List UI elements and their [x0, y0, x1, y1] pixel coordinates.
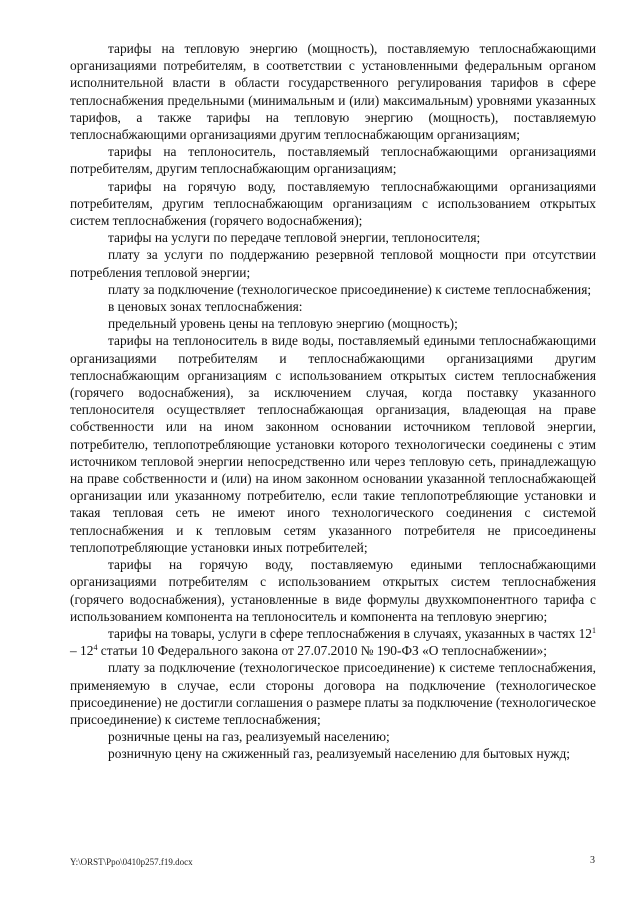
goods-text-part1: тарифы на товары, услуги в сфере теплоснабжения в случаях, указанных в частях 12	[108, 625, 592, 641]
paragraph: тарифы на тепловую энергию (мощность), поставляемую теплоснабжающими организациями потребителям, в соответствии с установленными федеральным органом исполнительной власти в области государственного регулирования тарифов в сфере теплоснабжения предельными (минимальным и (или) максимальным) уровнями указанных тарифов, а также тарифы на тепловую энергию (мощность), поставляемую теплоснабжающими организациями другим теплоснабжающим организациям;	[70, 41, 596, 143]
superscript: 4	[93, 643, 98, 653]
page-number: 3	[590, 855, 595, 866]
paragraph: в ценовых зонах теплоснабжения:	[108, 299, 303, 315]
paragraph: плату за подключение (технологическое присоединение) к системе теплоснабжения, применяемую в случае, если стороны договора на подключение (технологическое присоединение) не достигли соглашения о размере платы за подключение (технологическое присоединение) к системе теплоснабжения;	[70, 660, 596, 727]
superscript: 1	[592, 625, 596, 635]
goods-text-part2: – 12	[70, 643, 94, 659]
paragraph: плату за услуги по поддержанию резервной тепловой мощности при отсутствии потребления тепловой энергии;	[70, 247, 596, 280]
paragraph: розничную цену на сжиженный газ, реализуемый населению для бытовых нужд;	[108, 746, 571, 762]
document-body	[70, 40, 596, 763]
paragraph: розничные цены на газ, реализуемый населению;	[108, 729, 390, 745]
paragraph-goods-services	[70, 625, 596, 659]
goods-text-part3: статьи 10 Федерального закона от 27.07.2010 № 190-ФЗ «О теплоснабжении»;	[97, 643, 547, 659]
footer-file-path: Y:\ORST\Ppo\0410p257.f19.docx	[70, 857, 193, 867]
paragraph: тарифы на горячую воду, поставляемую едиными теплоснабжающими организациями потребителям с использованием открытых систем теплоснабжения (горячего водоснабжения), установленные в виде формулы двухкомпонентного тарифа с использованием компонента на теплоноситель и компонента на тепловую энергию;	[70, 557, 596, 624]
paragraph: предельный уровень цены на тепловую энергию (мощность);	[108, 316, 458, 332]
paragraph: тарифы на горячую воду, поставляемую теплоснабжающими организациями потребителям, другим теплоснабжающим организациям с использованием открытых систем теплоснабжения (горячего водоснабжения);	[70, 178, 596, 229]
paragraph: тарифы на теплоноситель в виде воды, поставляемый едиными теплоснабжающими организациями потребителям и теплоснабжающими организациями другим теплоснабжающим организациям с использованием открытых систем теплоснабжения (горячего водоснабжения), за исключением случая, когда поставку указанного теплоносителя осуществляет теплоснабжающая организация, владеющая на праве собственности или на ином законном основании источником тепловой энергии, потребителю, теплопотребляющие установки которого технологически соединены с этим источником тепловой энергии непосредственно или через тепловую сеть, принадлежащую на праве собственности и (или) на ином законном основании указанной теплоснабжающей организации или указанному потребителю, если такие теплопотребляющие установки и такая тепловая сеть не имеют иного технологического соединения с системой теплоснабжения и к тепловым сетям указанного потребителя не присоединены теплопотребляющие установки иных потребителей;	[70, 333, 596, 555]
paragraph: плату за подключение (технологическое присоединение) к системе теплоснабжения;	[108, 281, 592, 297]
paragraph: тарифы на теплоноситель, поставляемый теплоснабжающими организациями потребителям, другим теплоснабжающим организациям;	[70, 144, 596, 177]
paragraph: тарифы на услуги по передаче тепловой энергии, теплоносителя;	[108, 230, 481, 246]
